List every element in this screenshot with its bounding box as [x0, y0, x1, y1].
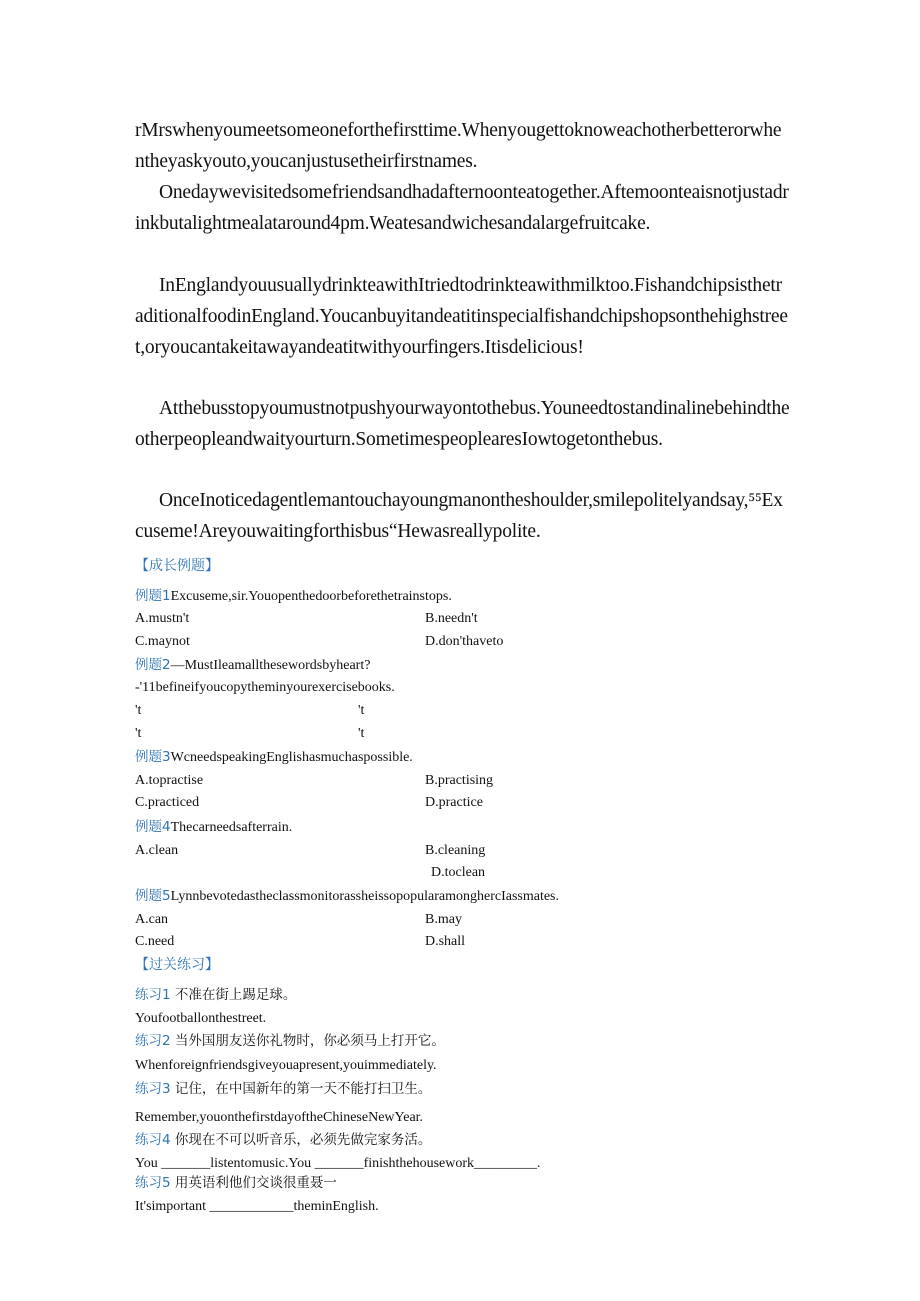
example-3-question [135, 748, 413, 767]
practice-1-prompt [135, 986, 296, 1004]
practice-4-label: 练习4 [135, 1132, 171, 1148]
practice-2-english: Whenforeignfriendsgiveyouapresent,youimmediately. [135, 1058, 437, 1073]
practice-4-blank-2[interactable]: _______ [314, 1156, 364, 1171]
example-2-text: —MustIleamallthesewordsbyheart? [170, 658, 371, 673]
example-2-option-c: 't [135, 726, 142, 741]
example-3-option-b: B.practising [425, 773, 494, 788]
practice-2-label: 练习2 [135, 1033, 171, 1049]
example-2-line-2: -'11befineifyoucopytheminyourexercisebooks. [135, 680, 395, 695]
practice-4-text-b: listentomusic.You [210, 1156, 312, 1171]
example-5-question [135, 887, 559, 906]
practice-4-text-c: finishthehousework [363, 1156, 475, 1171]
practice-4-prompt [135, 1131, 431, 1149]
passage-paragraph-4: Atthebusstopyoumustnotpushyourwayontothebus.Youneedtostandinalinebehindtheotherpeopleandwaityourturn.SometimespeoplearesIowtogetonthebus. [135, 398, 790, 450]
example-4-label: 例题4 [135, 819, 171, 835]
example-3-text: WcneedspeakingEnglishasmuchaspossible. [170, 750, 413, 765]
example-3-label: 例题3 [135, 749, 171, 765]
example-1-label: 例题1 [135, 588, 171, 604]
example-3-option-a: A.topractise [135, 773, 204, 788]
practice-5-text-a: It'simportant [135, 1199, 206, 1214]
passage-paragraph-2: Onedaywevisitedsomefriendsandhadafternoonteatogether.Aftemoonteaisnotjustadrinkbutalightmealataround4pm.Weatesandwichesandalargefruitcake. [135, 182, 789, 234]
growth-heading: 【成长例题】 [135, 558, 219, 574]
example-1-option-c: C.maynot [135, 634, 190, 649]
practice-5-text-b: theminEnglish. [293, 1199, 379, 1214]
practice-1-english: Youfootballonthestreet. [135, 1011, 267, 1026]
example-4-option-a: A.clean [135, 843, 179, 858]
example-2-label: 例题2 [135, 657, 171, 673]
example-1-text: Excuseme,sir.Youopenthedoorbeforethetrainstops. [170, 589, 452, 604]
passage-paragraph-3: InEnglandyouusuallydrinkteawithItriedtodrinkteawithmilktoo.FishandchipsisthetraditionalfoodinEngland.Youcanbuyitandeatitinspecialfishandchipshopsonthehighstreet,oryoucantakeitawayandeatitwithyourfingers.Itisdelicious! [135, 275, 788, 358]
example-2-question [135, 656, 370, 675]
example-4-question [135, 818, 292, 837]
example-4-option-b: B.cleaning [425, 843, 486, 858]
practice-3-label: 练习3 [135, 1081, 171, 1097]
practice-3-prompt [135, 1080, 431, 1098]
example-5-text: LynnbevotedastheclassmonitorassheissopopularamonghercIassmates. [170, 889, 559, 904]
example-5-label: 例题5 [135, 888, 171, 904]
practice-4-blank-1[interactable]: _______ [161, 1156, 211, 1171]
practice-4-text-d: . [537, 1156, 541, 1171]
practice-5-english [135, 1198, 379, 1216]
example-5-option-c: C.need [135, 934, 175, 949]
example-1-option-a: A.mustn't [135, 611, 190, 626]
practice-5-prompt [135, 1174, 337, 1192]
example-2-option-d: 't [358, 726, 365, 741]
example-2-option-b: 't [358, 703, 365, 718]
example-5-option-a: A.can [135, 912, 169, 927]
practice-5-blank[interactable]: ____________ [209, 1199, 294, 1214]
practice-2-chinese: 当外国朋友送你礼物时，你必须马上打开它。 [174, 1033, 445, 1049]
example-4-text: Thecarneedsafterrain. [170, 820, 293, 835]
practice-1-label: 练习1 [135, 987, 171, 1003]
example-1-question [135, 587, 452, 606]
example-3-option-c: C.practiced [135, 795, 200, 810]
example-5-option-d: D.shall [425, 934, 466, 949]
practice-3-english: Remember,youonthefirstdayoftheChineseNewYear. [135, 1110, 424, 1125]
example-4-option-d: D.toclean [431, 865, 486, 880]
practice-5-label: 练习5 [135, 1175, 171, 1191]
practice-heading: 【过关练习】 [135, 957, 219, 973]
practice-4-blank-3[interactable]: _________ [474, 1156, 538, 1171]
example-1-option-d: D.don'thaveto [425, 634, 504, 649]
practice-5-chinese: 用英语利他们交谈很重聂一 [174, 1175, 337, 1191]
example-1-option-b: B.needn't [425, 611, 478, 626]
example-3-option-d: D.practice [425, 795, 483, 810]
practice-1-chinese: 不准在街上踢足球。 [174, 987, 297, 1003]
practice-4-text-a: You [135, 1156, 158, 1171]
passage-paragraph-1: rMrswhenyoumeetsomeoneforthefirsttime.Whenyougettoknoweachotherbetterorwhentheyaskyouto,youcanjustusetheirfirstnames. [135, 120, 782, 172]
practice-2-prompt [135, 1032, 445, 1050]
example-5-option-b: B.may [425, 912, 462, 927]
passage-paragraph-5: OnceInoticedagentlemantouchayoungmanontheshoulder,smilepolitelyandsay,⁵⁵Excuseme!Areyouwaitingforthisbus“Hewasreallypolite. [135, 490, 783, 542]
practice-3-chinese: 记住，在中国新年的第一天不能打扫卫生。 [174, 1081, 432, 1097]
practice-4-english [135, 1155, 541, 1173]
example-2-option-a: 't [135, 703, 142, 718]
practice-4-chinese: 你现在不可以听音乐，必须先做完家务活。 [174, 1132, 432, 1148]
